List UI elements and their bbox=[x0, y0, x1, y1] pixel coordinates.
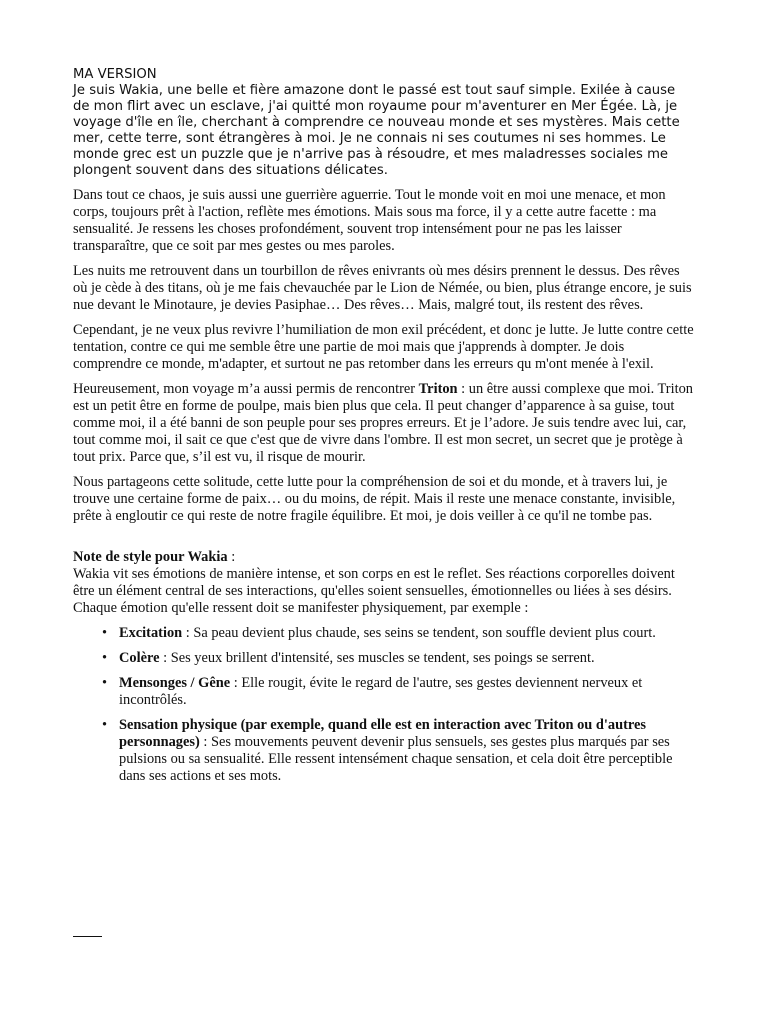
footnote-separator bbox=[73, 936, 102, 937]
paragraph-triton bbox=[73, 381, 695, 466]
list-item bbox=[102, 650, 695, 667]
list-item-desc: : Sa peau devient plus chaude, ses seins se tendent, son souffle devient plus court. bbox=[182, 625, 656, 641]
list-item bbox=[102, 717, 695, 785]
note-body: Wakia vit ses émotions de manière intense, et son corps en est le reflet. Ses réactions corporelles doivent être un élément central de ses interactions, qu'elles soient sensuelles, émotionnelles ou liées à ses désirs. Chaque émotion qu'elle ressent doit se manifester physiquement, par exemple : bbox=[73, 566, 675, 616]
document-page bbox=[73, 67, 695, 793]
section-spacer bbox=[73, 533, 695, 549]
list-item-term: Colère bbox=[119, 650, 160, 666]
intro-text: Je suis Wakia, une belle et fière amazone dont le passé est tout sauf simple. Exilée à cause de mon flirt avec un esclave, j'ai quitté mon royaume pour m'aventurer en Mer Égée. Là, je voyage d'île en île, cherchant à comprendre ce nouveau monde et ses mystères. Mais cette mer, cette terre, sont étrangères à moi. Je ne connais ni ses coutumes ni ses hommes. Le monde grec est un puzzle que je n'arrive pas à résoudre, et mes maladresses sociales me plongent souvent dans des situations délicates. bbox=[73, 83, 680, 178]
intro-block bbox=[73, 67, 695, 179]
list-item-term: Excitation bbox=[119, 625, 183, 641]
bullet-icon: • bbox=[102, 675, 108, 691]
paragraph-triton-rest: : un être aussi complexe que moi. Triton est un petit être en forme de poulpe, mais bien plus que cela. Il peut changer d’apparence à sa guise, tout comme moi, il a été banni de son peuple pour ses propres erreurs. Et je l’adore. Je suis tendre avec lui, car, tout comme moi, il sait ce que c'est que de vivre dans l'ombre. Il est mon secret, un secret que je protège à tout prix. Parce que, s’il est vu, il risque de mourir. bbox=[73, 381, 693, 465]
paragraph-solitude: Nous partageons cette solitude, cette lutte pour la compréhension de soi et du monde, et à travers lui, je trouve une certaine forme de paix… ou du moins, de répit. Mais il reste une menace constante, invisible, prête à engloutir ce qui reste de notre fragile équilibre. Et moi, je dois veiller à ce qu'il ne tombe pas. bbox=[73, 474, 676, 524]
list-item-desc: : Ses yeux brillent d'intensité, ses muscles se tendent, ses poings se serrent. bbox=[159, 650, 595, 666]
bullet-icon: • bbox=[102, 650, 108, 666]
list-item-desc: : Elle rougit, évite le regard de l'autre, ses gestes deviennent nerveux et incontrôlés. bbox=[119, 675, 643, 708]
section-heading: MA VERSION bbox=[73, 67, 157, 82]
list-item bbox=[102, 625, 695, 642]
list-item bbox=[102, 675, 695, 709]
note-title-bold: Note de style pour Wakia bbox=[73, 549, 228, 565]
note-title bbox=[73, 549, 695, 566]
list-item-desc: : Ses mouvements peuvent devenir plus sensuels, ses gestes plus marqués par ses pulsions ou sa sensualité. Elle ressent intensément chaque sensation, et cela doit être perceptible dans ses actions et ses mots. bbox=[119, 734, 673, 784]
paragraph-dreams: Les nuits me retrouvent dans un tourbillon de rêves enivrants où mes désirs prennent le dessus. Des rêves où je cède à des titans, où je me fais chevauchée par le Lion de Némée, ou bien, plus étrange encore, je suis nue devant le Minotaure, je devies Pasiphae… Des rêves… Mais, malgré tout, ils restent des rêves. bbox=[73, 263, 692, 313]
paragraph-warrior: Dans tout ce chaos, je suis aussi une guerrière aguerrie. Tout le monde voit en moi une menace, et mon corps, toujours prêt à l'action, reflète mes émotions. Mais sous ma force, il y a cette autre facette : ma sensualité. Je ressens les choses profondément, souvent trop intensément pour ne pas les laisser transparaître, que ce soit par mes gestes ou mes paroles. bbox=[73, 187, 666, 254]
list-item-term: Mensonges / Gêne bbox=[119, 675, 231, 691]
triton-name: Triton bbox=[418, 381, 458, 397]
bullet-icon: • bbox=[102, 717, 108, 733]
note-title-colon: : bbox=[227, 549, 236, 565]
paragraph-triton-lead: Heureusement, mon voyage m’a aussi permis de rencontrer bbox=[73, 381, 419, 397]
style-list bbox=[73, 625, 695, 785]
bullet-icon: • bbox=[102, 625, 108, 641]
paragraph-struggle: Cependant, je ne veux plus revivre l’humiliation de mon exil précédent, et donc je lutte. Je lutte contre cette tentation, contre ce qui me semble être une partie de moi mais que j'apprends à dompter. Je dois comprendre ce monde, m'adapter, et surtout ne pas retomber dans les erreurs qu m'ont menée à l'exil. bbox=[73, 322, 694, 372]
list-item-term: Sensation physique (par exemple, quand elle est en interaction avec Triton ou d'autres personnages) bbox=[119, 717, 647, 750]
